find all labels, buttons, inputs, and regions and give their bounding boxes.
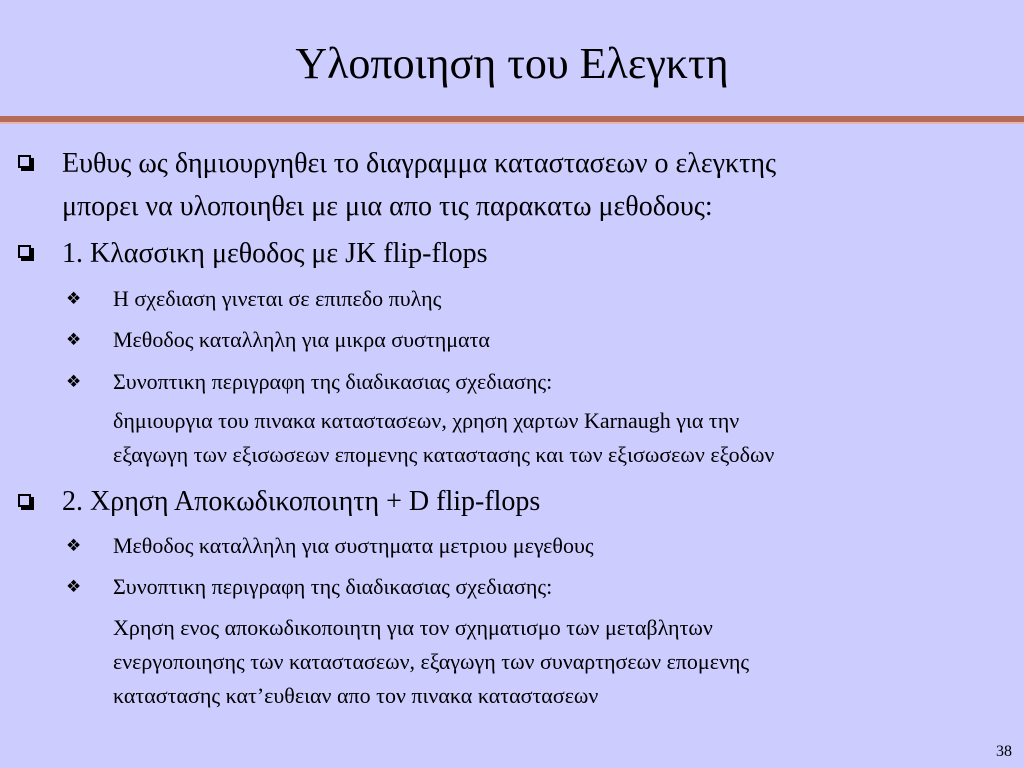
- method-2-sub-1: Μεθοδος καταλληλη για συστηματα μετριου μεγεθους: [113, 533, 594, 558]
- method-2-heading: 2. Χρηση Αποκωδικοποιητη + D flip-flops: [62, 486, 541, 517]
- bullet-intro-line-2: μπορει να υλοποιηθει με μια απο τις παρακατω μεθοδους:: [62, 191, 713, 222]
- method-2-detail-line-3: καταστασης κατ’ευθειαν απο τον πινακα καταστασεων: [113, 683, 599, 708]
- four-diamond-bullet-icon: ❖: [66, 372, 82, 392]
- four-diamond-bullet-icon: ❖: [66, 289, 82, 309]
- method-1-sub-1: Η σχεδιαση γινεται σε επιπεδο πυλης: [113, 286, 442, 311]
- method-1-sub-3: Συνοπτικη περιγραφη της διαδικασιας σχεδιασης:: [113, 369, 553, 394]
- method-1-heading: 1. Κλασσικη μεθοδος με JK flip-flops: [62, 238, 488, 269]
- four-diamond-bullet-icon: ❖: [66, 577, 82, 597]
- title-divider-shadow: [0, 122, 1024, 124]
- method-1-detail-line-1: δημιουργια του πινακα καταστασεων, χρηση χαρτων Karnaugh για την: [113, 408, 740, 433]
- square-box-bullet-icon: [18, 245, 31, 258]
- square-box-bullet-icon: [18, 155, 31, 168]
- method-1-sub-2: Μεθοδος καταλληλη για μικρα συστηματα: [113, 327, 490, 352]
- method-2-detail-line-2: ενεργοποιησης των καταστασεων, εξαγωγη των συναρτησεων επομενης: [113, 649, 750, 674]
- four-diamond-bullet-icon: ❖: [66, 536, 82, 556]
- square-box-bullet-icon: [18, 494, 31, 507]
- page-number: 38: [996, 743, 1012, 760]
- method-2-sub-2: Συνοπτικη περιγραφη της διαδικασιας σχεδιασης:: [113, 574, 553, 599]
- slide-title: Υλοποιηση του Ελεγκτη: [295, 39, 729, 88]
- bullet-intro-line-1: Ευθυς ως δημιουργηθει το διαγραμμα καταστασεων ο ελεγκτης: [62, 148, 777, 179]
- method-1-detail-line-2: εξαγωγη των εξισωσεων επομενης καταστασης και των εξισωσεων εξοδων: [113, 442, 775, 467]
- four-diamond-bullet-icon: ❖: [66, 330, 82, 350]
- method-2-detail-line-1: Χρηση ενος αποκωδικοποιητη για τον σχηματισμο των μεταβλητων: [113, 615, 713, 640]
